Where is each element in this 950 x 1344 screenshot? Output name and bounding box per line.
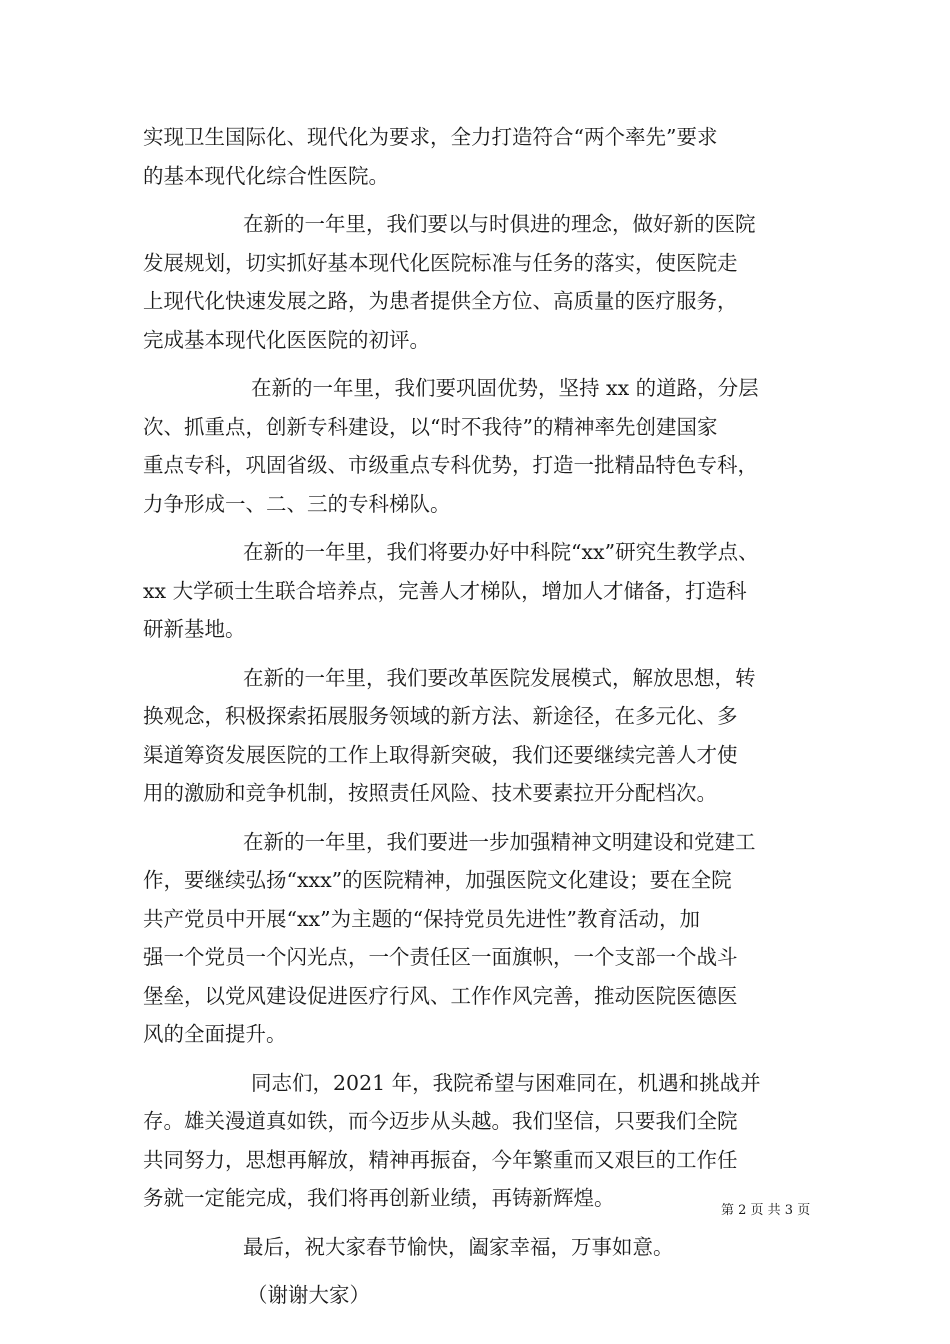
paragraph-line: 风的全面提升。	[143, 1022, 287, 1046]
paragraph-line: 同志们，2021 年，我院希望与困难同在，机遇和挑战并	[251, 1070, 761, 1095]
paragraph-spacer	[143, 1218, 819, 1228]
paragraph-spacer	[143, 1266, 819, 1276]
paragraph	[143, 659, 819, 813]
paragraph-line: 用的激励和竞争机制，按照责任风险、技术要素拉开分配档次。	[143, 781, 717, 805]
paragraph-line: 在新的一年里，我们将要办好中科院“xx”研究生教学点、	[243, 540, 759, 564]
page-number-footer: 第 2 页 共 3 页	[721, 1203, 811, 1218]
paragraph-spacer	[143, 523, 819, 533]
paragraph-line: 存。雄关漫道真如铁，而今迈步从头越。我们坚信，只要我们全院	[143, 1109, 738, 1133]
paragraph-line: 堡垒，以党风建设促进医疗行风、工作作风完善，推动医院医德医	[143, 983, 738, 1008]
paragraph	[143, 118, 819, 195]
document-body	[143, 118, 819, 1315]
paragraph-spacer	[143, 813, 819, 823]
paragraph-line: （谢谢大家）	[247, 1283, 370, 1307]
paragraph-line: 在新的一年里，我们要改革医院发展模式，解放思想，转	[243, 665, 756, 690]
paragraph-line: 共同努力，思想再解放，精神再振奋，今年繁重而又艰巨的工作任	[143, 1147, 738, 1172]
paragraph-line: 完成基本现代化医医院的初评。	[143, 327, 430, 352]
paragraph-line: 在新的一年里，我们要进一步加强精神文明建设和党建工	[243, 829, 756, 854]
paragraph-line: 在新的一年里，我们要巩固优势，坚持 xx 的道路，分层	[251, 376, 759, 400]
paragraph-line: 发展规划，切实抓好基本现代化医院标准与任务的落实，使医院走	[143, 250, 738, 275]
paragraph-line: 最后，祝大家春节愉快，阖家幸福，万事如意。	[243, 1234, 674, 1259]
paragraph	[143, 1064, 819, 1218]
paragraph	[143, 1228, 819, 1267]
paragraph-line: 次、抓重点，创新专科建设，以“时不我待”的精神率先创建国家	[143, 414, 718, 439]
paragraph-line: 强一个党员一个闪光点，一个责任区一面旗帜，一个支部一个战斗	[143, 945, 738, 969]
paragraph-line: 务就一定能完成，我们将再创新业绩，再铸新辉煌。	[143, 1186, 615, 1210]
paragraph-line: 在新的一年里，我们要以与时俱进的理念，做好新的医院	[243, 212, 756, 236]
paragraph-line: 实现卫生国际化、现代化为要求，全力打造符合“两个率先”要求	[143, 125, 718, 149]
paragraph-line: 重点专科，巩固省级、市级重点专科优势，打造一批精品特色专科，	[143, 453, 758, 477]
paragraph	[143, 205, 819, 359]
paragraph-spacer	[143, 649, 819, 659]
paragraph	[143, 823, 819, 1054]
paragraph	[143, 1276, 819, 1315]
paragraph-line: 渠道筹资发展医院的工作上取得新突破，我们还要继续完善人才使	[143, 742, 738, 767]
paragraph-line: 上现代化快速发展之路，为患者提供全方位、高质量的医疗服务，	[143, 289, 738, 313]
paragraph-line: 作，要继续弘扬“xxx”的医院精神，加强医院文化建设；要在全院	[143, 868, 732, 892]
paragraph-line: 力争形成一、二、三的专科梯队。	[143, 491, 451, 516]
paragraph-line: 共产党员中开展“xx”为主题的“保持党员先进性”教育活动，加	[143, 906, 701, 931]
paragraph-line: 的基本现代化综合性医院。	[143, 163, 389, 188]
paragraph-line: xx 大学硕士生联合培养点，完善人才梯队，增加人才储备，打造科	[143, 578, 747, 603]
paragraph	[143, 369, 819, 523]
paragraph-spacer	[143, 1054, 819, 1064]
paragraph	[143, 533, 819, 649]
paragraph-spacer	[143, 195, 819, 205]
paragraph-line: 研新基地。	[143, 617, 246, 641]
paragraph-line: 换观念，积极探索拓展服务领域的新方法、新途径，在多元化、多	[143, 704, 738, 728]
paragraph-spacer	[143, 359, 819, 369]
